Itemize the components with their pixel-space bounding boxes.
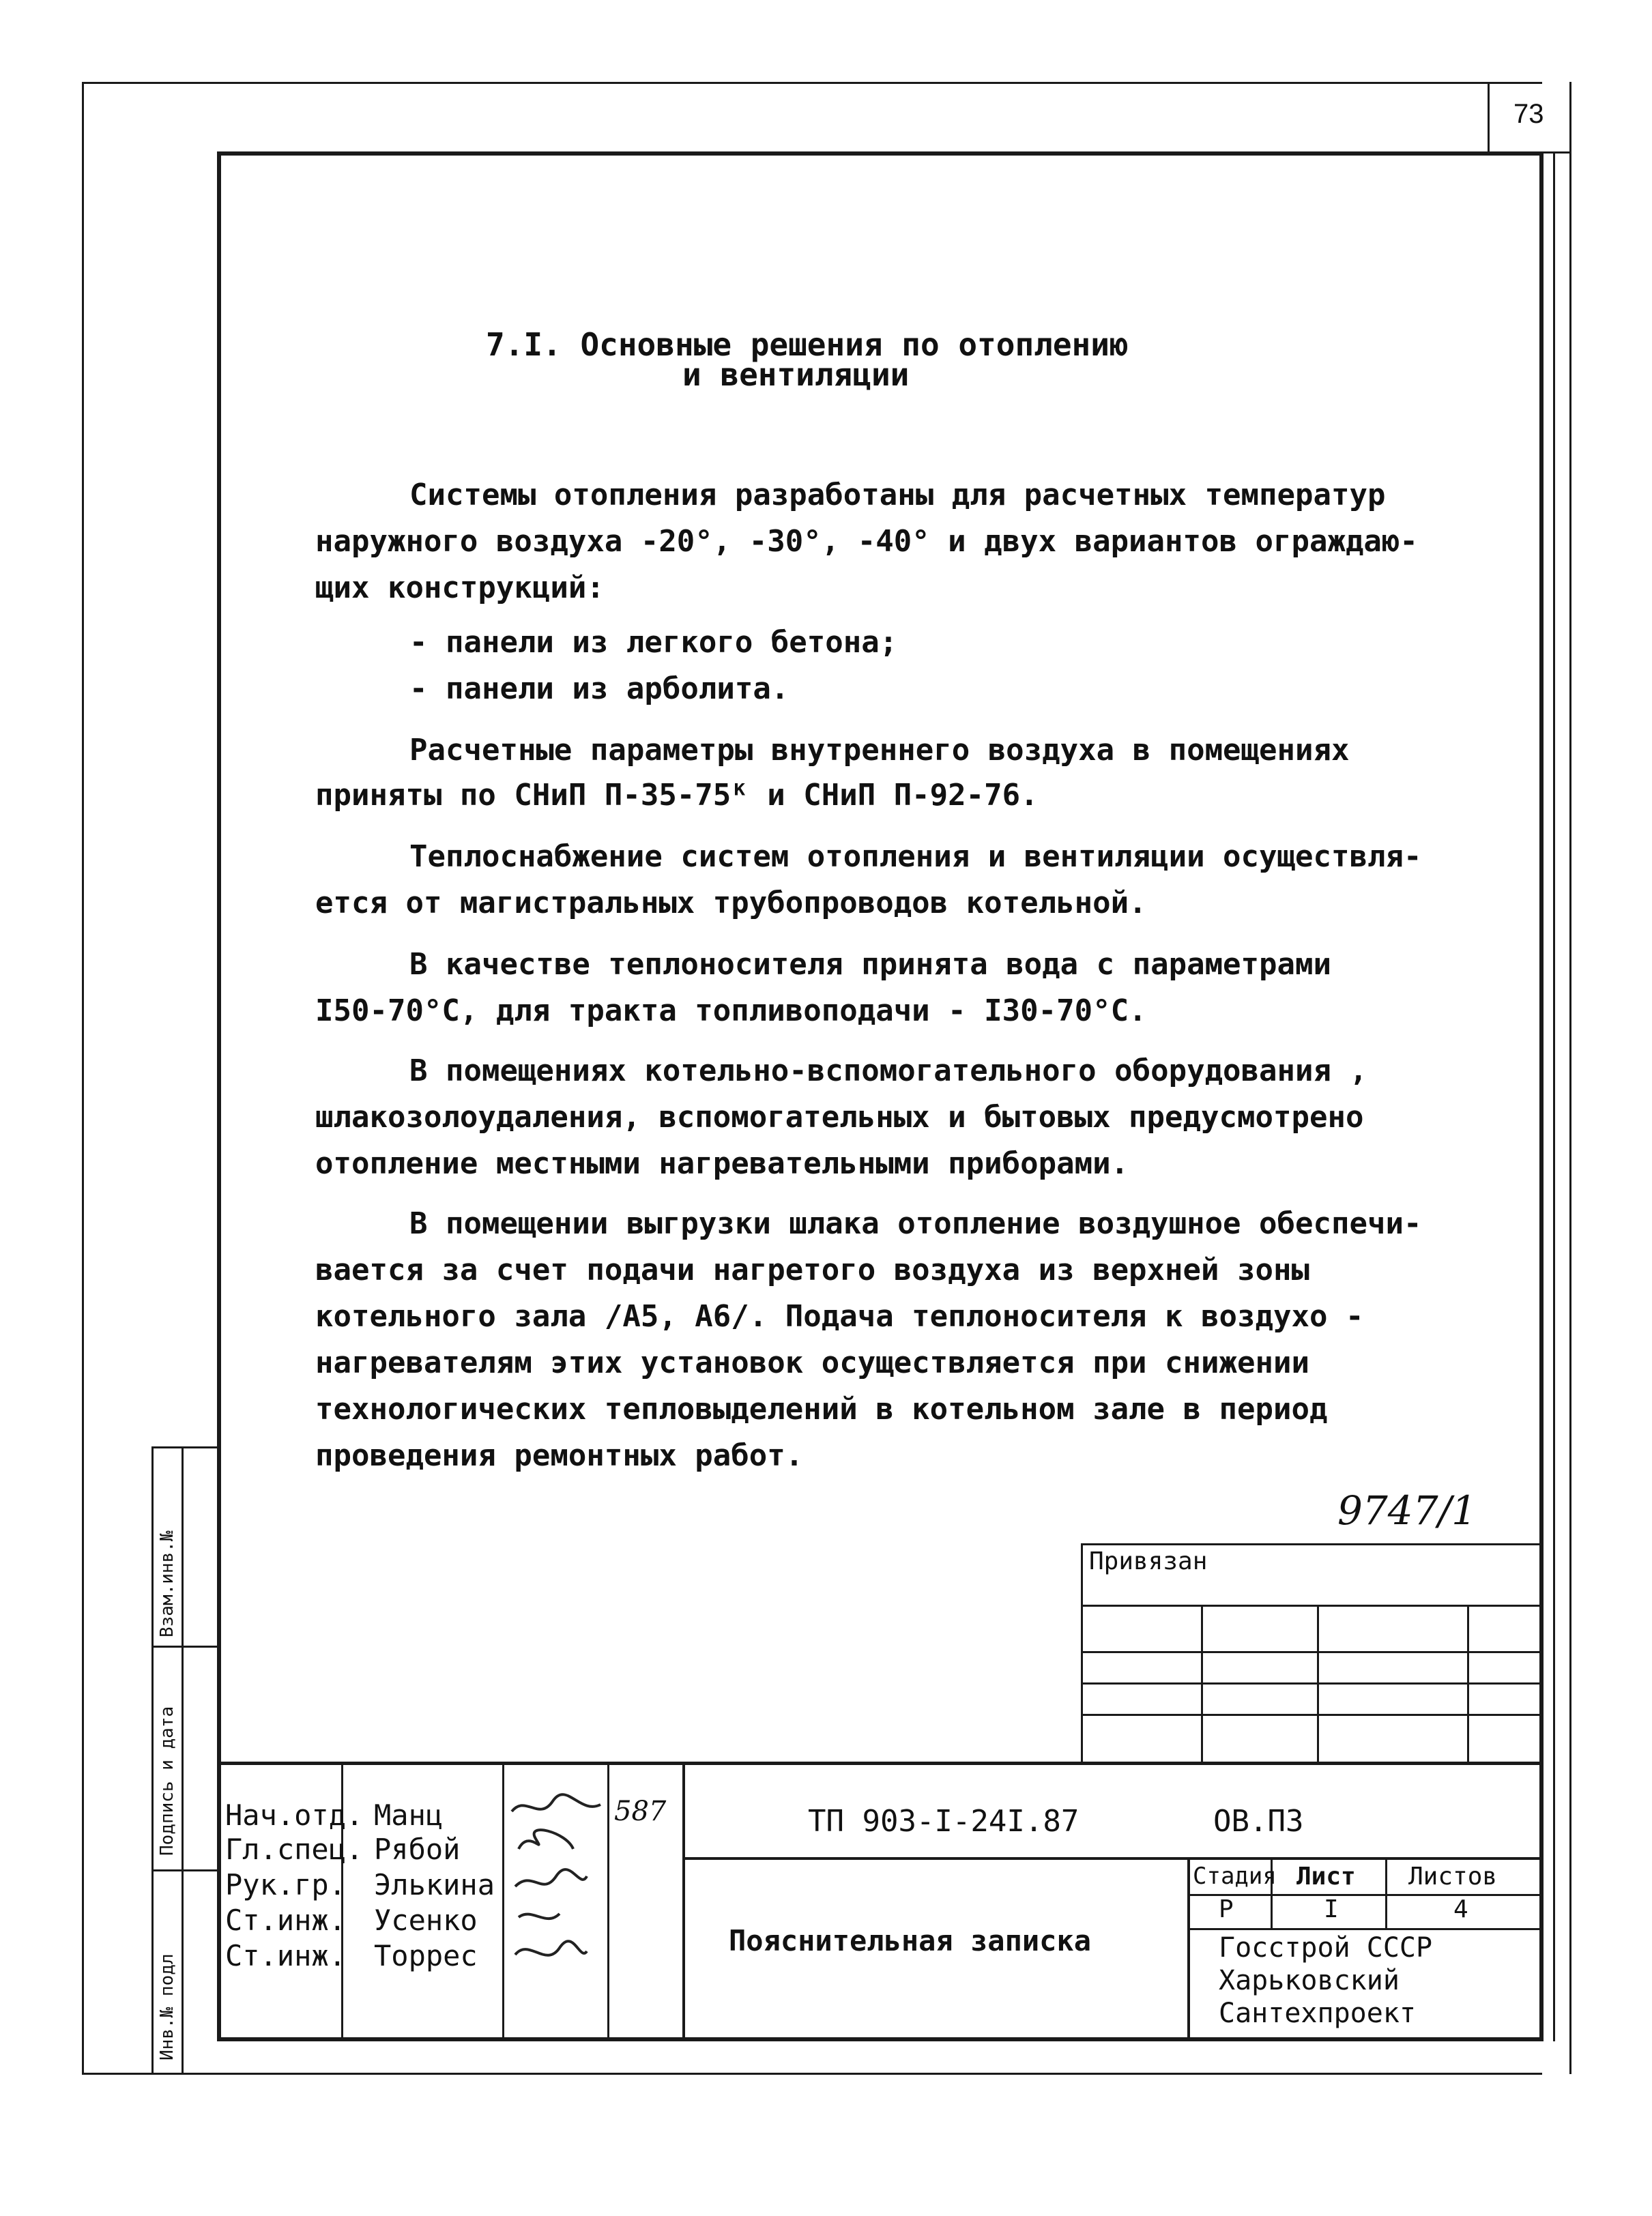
- paragraph-line: В качестве теплоносителя принята вода с параметрами: [409, 947, 1332, 982]
- privyazan-row: [1081, 1605, 1542, 1607]
- stamp-top: [217, 1762, 1544, 1765]
- stamp-role: Ст.инж.: [225, 1904, 347, 1937]
- stamp-sub-row: [1187, 1894, 1542, 1896]
- document-code: ТП 903-I-24I.87: [808, 1804, 1079, 1839]
- stamp-sub-col: [1385, 1857, 1387, 1929]
- stamp-col: [682, 1762, 685, 2041]
- inner-frame-right-double: [1553, 151, 1555, 2041]
- side-strip-top: [151, 1446, 220, 1448]
- side-strip-left: [151, 1446, 154, 2074]
- page-number-box-left: [1488, 82, 1490, 154]
- sheet-value: I: [1324, 1895, 1339, 1923]
- stamp-role: Нач.отд.: [225, 1798, 364, 1832]
- document-mark: ОВ.ПЗ: [1213, 1804, 1304, 1839]
- section-title-line2: и вентиляции: [682, 356, 910, 393]
- signature-marks: [505, 1774, 607, 1979]
- stamp-col: [607, 1762, 609, 2041]
- organization-line2: Харьковский: [1219, 1965, 1400, 1996]
- paragraph-line: наружного воздуха -20°, -30°, -40° и двух вариантов ограждаю-: [315, 524, 1418, 559]
- sheets-value: 4: [1453, 1895, 1468, 1923]
- privyazan-row: [1081, 1714, 1542, 1716]
- inner-frame-left: [217, 151, 221, 2041]
- stamp-name: Усенко: [374, 1904, 478, 1937]
- inventory-number: 9747/1: [1337, 1487, 1477, 1534]
- stamp-col: [502, 1762, 504, 2041]
- inner-frame-bottom: [217, 2037, 1544, 2041]
- side-strip-divider: [151, 1646, 220, 1648]
- paragraph-line: котельного зала /А5, А6/. Подача теплоносителя к воздухо -: [315, 1299, 1364, 1334]
- paragraph-line: вается за счет подачи нагретого воздуха из верхней зоны: [315, 1253, 1309, 1287]
- side-label-vzam-inv: Взам.инв.№: [157, 1530, 177, 1637]
- privyazan-col: [1201, 1605, 1203, 1762]
- privyazan-col: [1467, 1605, 1469, 1762]
- stamp-sub-row: [1187, 1928, 1542, 1930]
- outer-frame-left: [82, 82, 84, 2074]
- stamp-name: Рябой: [374, 1833, 461, 1866]
- privyazan-col: [1317, 1605, 1319, 1762]
- paragraph-line: технологических тепловыделений в котельном зале в период: [315, 1392, 1328, 1427]
- stamp-role: Гл.спец.: [225, 1833, 364, 1866]
- section-title-line1: 7.I. Основные решения по отоплению: [486, 326, 1129, 363]
- paragraph-line: В помещениях котельно-вспомогательного оборудования ,: [409, 1053, 1367, 1088]
- outer-frame-top: [82, 82, 1542, 84]
- list-item: - панели из арболита.: [409, 671, 789, 706]
- paragraph-line: Теплоснабжение систем отопления и вентиляции осуществля-: [409, 839, 1422, 874]
- paragraph-line: Системы отопления разработаны для расчетных температур: [409, 478, 1386, 512]
- stamp-name: Торрес: [374, 1939, 478, 1972]
- stamp-role: Рук.гр.: [225, 1868, 347, 1901]
- stage-value: Р: [1219, 1895, 1234, 1923]
- stamp-role: Ст.инж.: [225, 1939, 347, 1972]
- stamp-name: Элькина: [374, 1868, 495, 1901]
- side-strip-mid: [182, 1446, 184, 2074]
- side-strip-divider: [151, 1869, 220, 1871]
- paragraph-line: отопление местными нагревательными приборами.: [315, 1146, 1129, 1181]
- outer-frame-right: [1569, 82, 1571, 2074]
- page-number: 73: [1513, 99, 1544, 129]
- stage-label: Стадия: [1193, 1863, 1277, 1890]
- paragraph-line: Расчетные параметры внутреннего воздуха в помещениях: [409, 733, 1350, 768]
- side-label-inv-podl: Инв.№ подл: [157, 1953, 177, 2060]
- paragraph-line: шлакозолоудаления, вспомогательных и бытовых предусмотрено: [315, 1100, 1364, 1135]
- sheet-label: Лист: [1296, 1863, 1356, 1891]
- inner-frame-right: [1539, 151, 1544, 2041]
- inner-frame-top: [220, 151, 1544, 156]
- document-title: Пояснительная записка: [729, 1924, 1092, 1957]
- list-item: - панели из легкого бетона;: [409, 625, 898, 660]
- privyazan-label: Привязан: [1089, 1547, 1208, 1575]
- paragraph-line: нагревателям этих установок осуществляется при снижении: [315, 1345, 1309, 1380]
- paragraph-line: щих конструкций:: [315, 570, 605, 605]
- paragraph-line: приняты по СНиП П-35-75ᴷ и СНиП П-92-76.: [315, 778, 1039, 813]
- paragraph-line: проведения ремонтных работ.: [315, 1438, 804, 1473]
- paragraph-line: I50-70°С, для тракта топливоподачи - I30-70°С.: [315, 993, 1147, 1028]
- organization-line3: Сантехпроект: [1219, 1998, 1416, 2029]
- stamp-col-org: [1187, 1857, 1190, 2041]
- sheets-label: Листов: [1408, 1863, 1498, 1891]
- paragraph-line: ется от магистральных трубопроводов котельной.: [315, 886, 1147, 920]
- stamp-date-mark: 587: [614, 1796, 667, 1827]
- privyazan-top: [1081, 1543, 1542, 1545]
- side-label-podpis-data: Подпись и дата: [157, 1706, 177, 1856]
- outer-frame-bottom: [82, 2073, 1542, 2075]
- stamp-divider-code: [682, 1857, 1544, 1860]
- organization-line1: Госстрой СССР: [1219, 1932, 1433, 1964]
- stamp-name: Манц: [374, 1798, 444, 1832]
- privyazan-row: [1081, 1682, 1542, 1685]
- privyazan-row: [1081, 1651, 1542, 1653]
- paragraph-line: В помещении выгрузки шлака отопление воздушное обеспечи-: [409, 1206, 1422, 1241]
